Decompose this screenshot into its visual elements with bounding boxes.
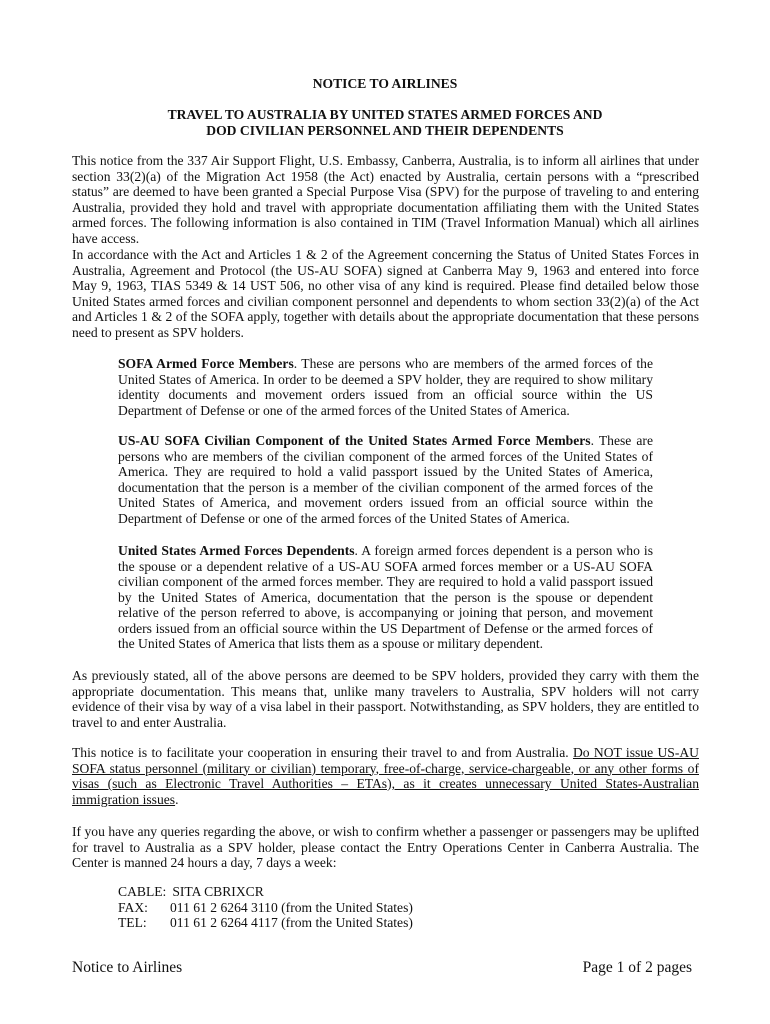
section-body: . These are persons who are members of the civilian component of the armed forces of the United States of America. They are required to hold a valid passport issued by the United States of America, documentation that the person is a member of the civilian component of the armed forces of the United States of America, and movement orders issued from an official source within the Department of Defense or one of the armed forces of the United States of America. <box>118 433 653 526</box>
section-dependents <box>118 543 653 652</box>
section-armed-force-members <box>118 356 653 418</box>
fax-row <box>118 900 413 916</box>
section-heading: US-AU SOFA Civilian Component of the United States Armed Force Members <box>118 433 591 448</box>
section-heading: United States Armed Forces Dependents <box>118 543 355 558</box>
cable-value: SITA CBRIXCR <box>172 884 264 899</box>
section-heading: SOFA Armed Force Members <box>118 356 294 371</box>
document-title: NOTICE TO AIRLINES <box>312 76 458 91</box>
document-subtitle-line2: DOD CIVILIAN PERSONNEL AND THEIR DEPENDENTS <box>206 123 564 138</box>
footer-title: Notice to Airlines <box>72 959 183 976</box>
cooperation-end: . <box>175 791 179 807</box>
cooperation-intro: This notice is to facilitate your cooperation in ensuring their travel to and from Australia. <box>72 745 573 760</box>
accordance-paragraph: In accordance with the Act and Articles 1 & 2 of the Agreement concerning the Status of United States Forces in Australia, Agreement and Protocol (the US-AU SOFA) signed at Canberra May 9, 1963 and entered into force May 9, 1963, TIAS 5349 & 14 UST 506, no other visa of any kind is required. Please find detailed below those United States armed forces and civilian component personnel and dependents to whom section 33(2)(a) of the Act and Articles 1 & 2 of the SOFA apply, together with details about the appropriate documentation that these persons need to present as SPV holders. <box>72 247 699 340</box>
page-number: Page 1 of 2 pages <box>582 959 692 976</box>
document-subtitle-line1: TRAVEL TO AUSTRALIA BY UNITED STATES ARMED FORCES AND <box>167 107 603 122</box>
section-body: . These are persons who are members of the armed forces of the United States of America. In order to be deemed a SPV holder, they are required to show military identity documents and movement orders issued from an official source within the US Department of Defense or one of the armed forces of the United States of America. <box>118 356 653 418</box>
cable-label: CABLE: <box>118 884 167 899</box>
tel-value: 011 61 2 6264 4117 (from the United States) <box>170 915 413 930</box>
cable-row <box>118 884 413 900</box>
spv-holders-paragraph: As previously stated, all of the above persons are deemed to be SPV holders, provided they carry with them the appropriate documentation. This means that, unlike many travelers to Australia, SPV holders will not carry evidence of their visa by way of a visa label in their passport. Notwithstanding, as SPV holders, they are entitled to travel to and enter Australia. <box>72 668 699 730</box>
section-civilian-component <box>118 433 653 526</box>
intro-paragraph: This notice from the 337 Air Support Flight, U.S. Embassy, Canberra, Australia, is to inform all airlines that under section 33(2)(a) of the Migration Act 1958 (the Act) enacted by Australia, certain persons with a “prescribed status” are deemed to have been granted a Special Purpose Visa (SPV) for the purpose of traveling to and entering Australia, provided they hold and travel with appropriate documentation affiliating them with the United States armed forces. The following information is also contained in TIM (Travel Information Manual) which all airlines have access. <box>72 153 699 246</box>
fax-value: 011 61 2 6264 3110 (from the United States) <box>170 899 413 915</box>
queries-paragraph: If you have any queries regarding the above, or wish to confirm whether a passenger or passengers may be uplifted for travel to Australia as a SPV holder, please contact the Entry Operations Center in Canberra Australia. The Center is manned 24 hours a day, 7 days a week: <box>72 824 699 870</box>
cooperation-paragraph <box>72 745 699 807</box>
tel-row <box>118 915 413 931</box>
section-body: . A foreign armed forces dependent is a person who is the spouse or a dependent relative of a US-AU SOFA armed forces member or a US-AU SOFA civilian component of the armed forces member. They are required to hold a valid passport issued by the United States of America, documentation that the person is the spouse or dependent relative of the person referred to above, is accompanying or joining that person, and movement orders issued from an official source within the US Department of Defense or the armed forces of the United States of America that lists them as a spouse or military dependent. <box>118 543 653 651</box>
tel-label: TEL: <box>118 915 147 930</box>
contact-block <box>118 884 413 931</box>
do-not-issue-warning: Do NOT issue US-AU SOFA status personnel (military or civilian) temporary, free-of-charge, service-chargeable, or any other forms of visas (such as Electronic Travel Authorities – ETAs), as it creates unnecessary United States-Australian immigration issues <box>72 745 699 807</box>
fax-label: FAX: <box>118 899 148 915</box>
